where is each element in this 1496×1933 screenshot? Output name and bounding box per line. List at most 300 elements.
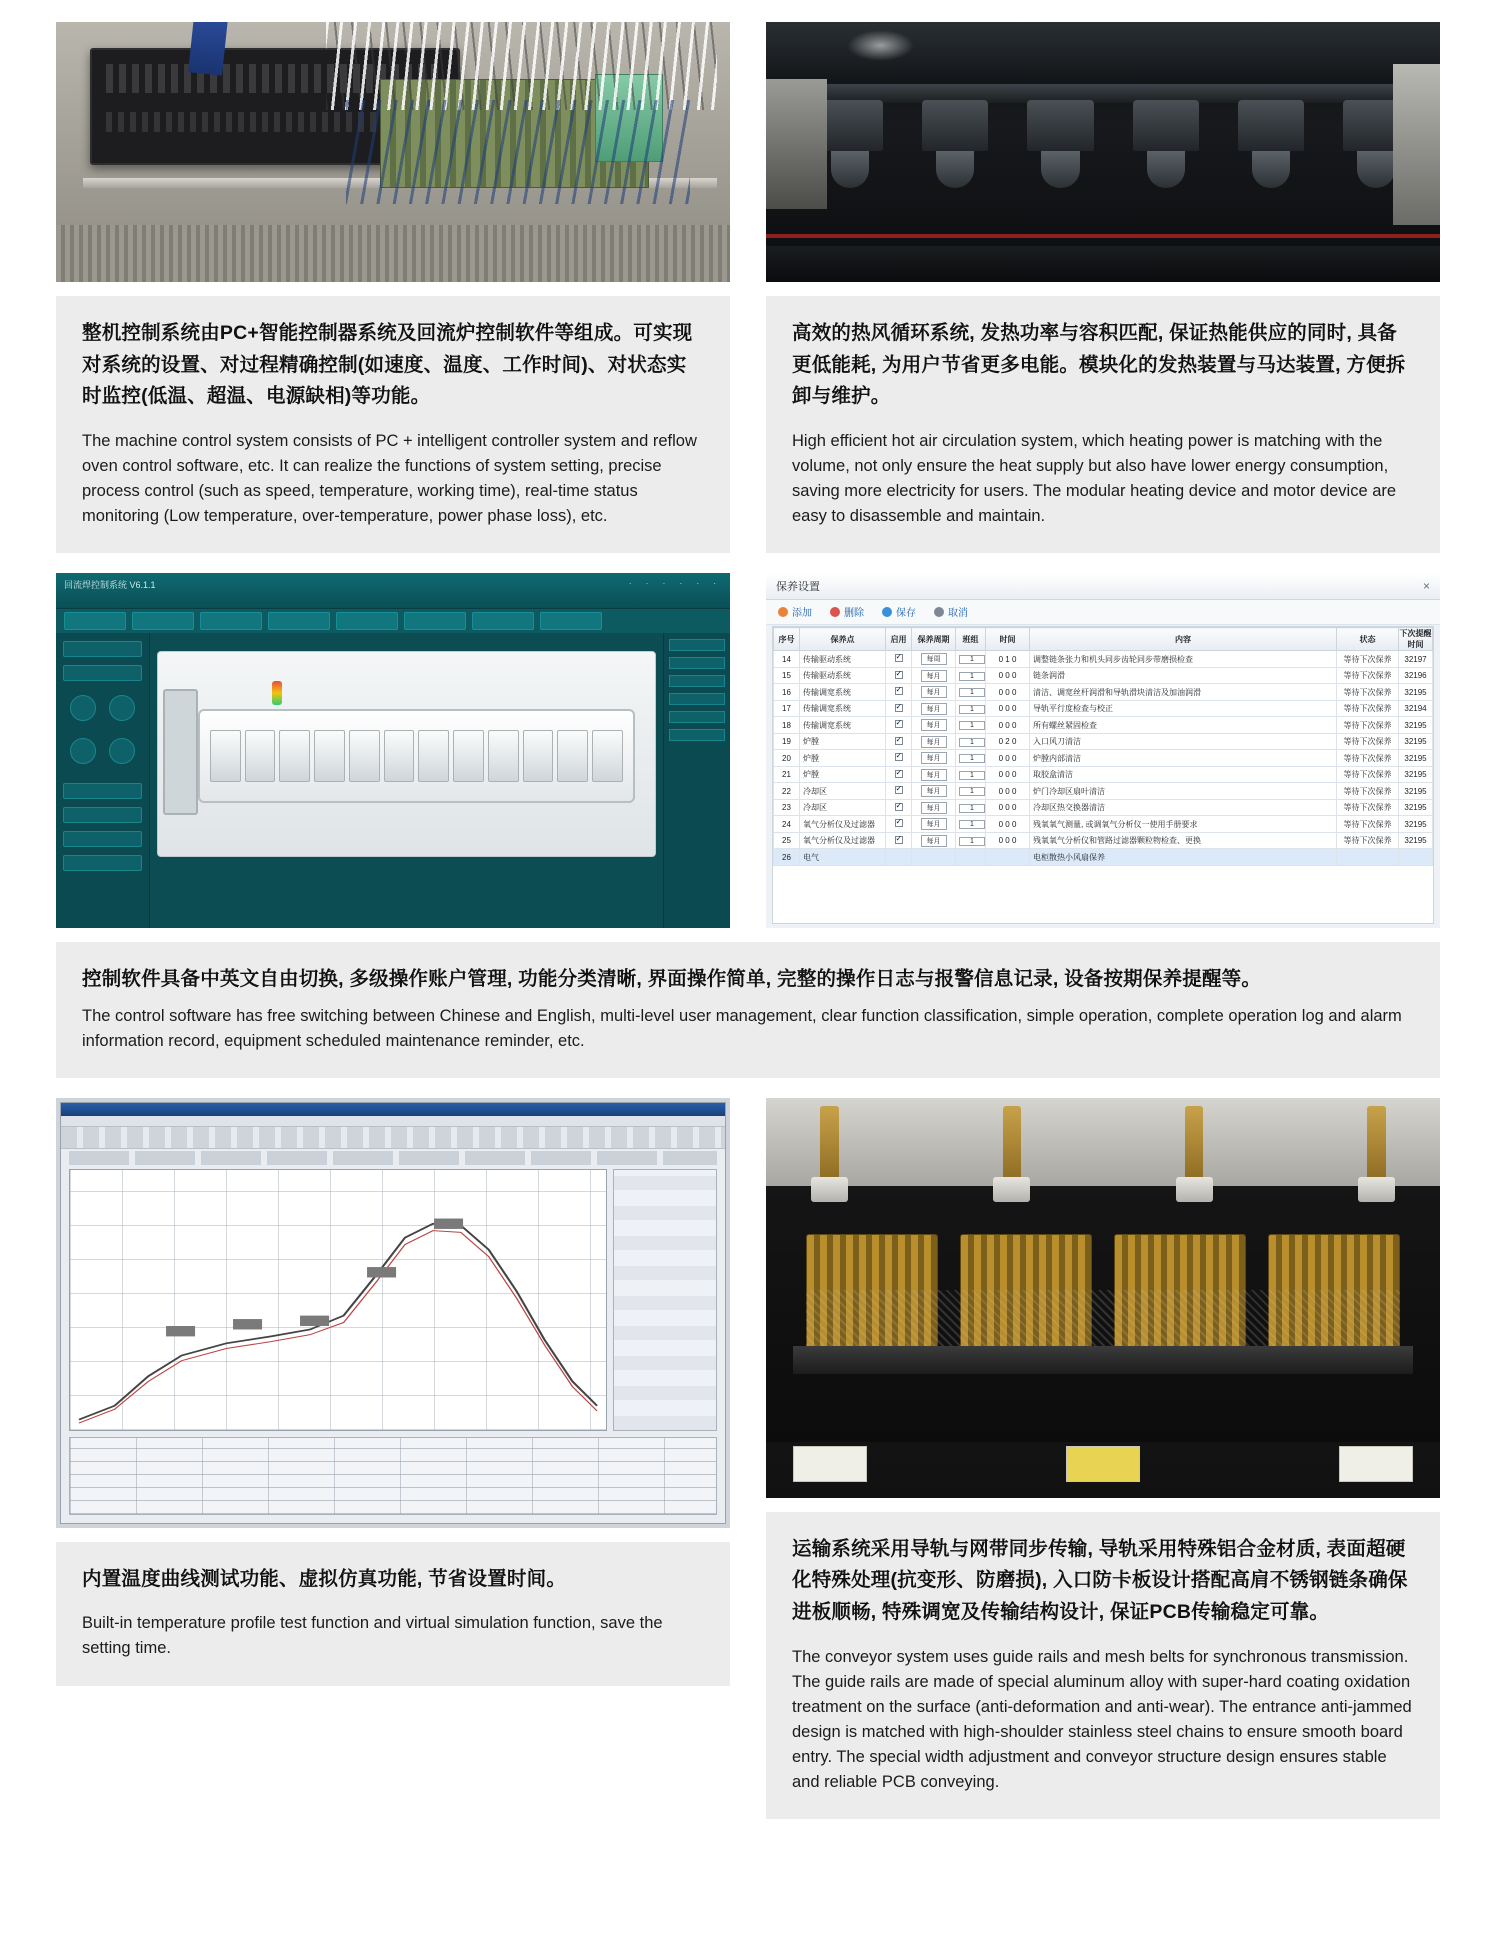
software-menu: · · · · · · <box>628 579 722 589</box>
cell-no[interactable]: 21 <box>774 766 800 783</box>
cell-point[interactable]: 氧气分析仪及过滤器 <box>800 816 886 833</box>
cell-no[interactable]: 24 <box>774 816 800 833</box>
cell-enabled[interactable] <box>886 667 912 684</box>
cell-cycle[interactable] <box>912 717 956 734</box>
temperature-profile-screenshot <box>56 1098 730 1528</box>
zone-cell[interactable] <box>557 730 588 782</box>
cell-time[interactable]: 0 0 0 <box>986 684 1030 701</box>
cell-point[interactable]: 炉膛 <box>800 766 886 783</box>
cell-shift[interactable] <box>956 766 986 783</box>
curve-svg <box>70 1170 606 1430</box>
cell-enabled[interactable] <box>886 832 912 849</box>
add-button-label: 添加 <box>792 608 812 620</box>
lift-post <box>1171 1106 1217 1202</box>
cell-content[interactable]: 入口风刀清洁 <box>1030 733 1337 750</box>
motor-row <box>806 100 1419 188</box>
caption-cn: 整机控制系统由PC+智能控制器系统及回流炉控制软件等组成。可实现对系统的设置、对过程精确控制(如速度、温度、工作时间)、对状态实时监控(低温、超温、电源缺相)等功能。 <box>82 322 693 408</box>
profile-result-grid[interactable] <box>69 1437 717 1515</box>
cell-enabled[interactable] <box>886 684 912 701</box>
cell-next[interactable]: 32195 <box>1399 783 1433 800</box>
cell-no[interactable]: 20 <box>774 750 800 767</box>
dropdown-value[interactable]: 1 <box>959 787 985 796</box>
table-row[interactable] <box>774 667 1433 684</box>
caption-software-wrap <box>38 942 1458 1078</box>
cell-cycle[interactable] <box>912 733 956 750</box>
oven-floor <box>766 246 1440 282</box>
cell-time[interactable]: 0 0 0 <box>986 750 1030 767</box>
power-icon[interactable] <box>70 695 96 721</box>
caption-hot-air <box>766 296 1440 553</box>
dropdown-value[interactable]: 每月 <box>921 719 947 731</box>
cell-time[interactable]: 0 0 0 <box>986 783 1030 800</box>
checkbox-icon[interactable] <box>895 737 903 745</box>
cell-next[interactable]: 32197 <box>1399 651 1433 668</box>
cell-enabled[interactable] <box>886 651 912 668</box>
save-button-label: 保存 <box>896 608 916 620</box>
cell-shift[interactable] <box>956 750 986 767</box>
warning-label-yellow <box>1066 1446 1140 1482</box>
caption-cn: 高效的热风循环系统, 发热功率与容积匹配, 保证热能供应的同时, 具备更低能耗, 为用户节省更多电能。模块化的发热装置与马达装置, 方便拆卸与维护。 <box>792 322 1406 408</box>
zone-cell[interactable] <box>488 730 519 782</box>
dialog-toolbar[interactable] <box>766 600 1440 625</box>
zone-cell[interactable] <box>210 730 241 782</box>
cell-point[interactable]: 炉膛 <box>800 733 886 750</box>
cell-next[interactable]: 32195 <box>1399 684 1433 701</box>
caption-en: The control software has free switching between Chinese and English, multi-level user management, clear function classification, simple operation, complete operation log and alarm information record, equipment scheduled maintenance reminder, etc. <box>82 1006 1402 1050</box>
stop-icon[interactable] <box>109 695 135 721</box>
cell-status[interactable]: 等待下次保养 <box>1337 733 1399 750</box>
checkbox-icon[interactable] <box>895 671 903 679</box>
cell-time[interactable]: 0 0 0 <box>986 717 1030 734</box>
panel-button[interactable] <box>669 711 725 723</box>
cancel-icon <box>934 607 944 617</box>
caption-en: The machine control system consists of PC + intelligent controller system and reflow oven control software, etc. It can realize the functions of system setting, precise process control (such as speed, temperature, working time), real-time status monitoring (Low temperature, over-temperature, power phase loss), etc. <box>82 431 697 525</box>
cell-point[interactable]: 冷却区 <box>800 783 886 800</box>
cell-shift[interactable] <box>956 849 986 866</box>
cell-cycle[interactable] <box>912 832 956 849</box>
plus-icon <box>778 607 788 617</box>
zone-cell[interactable] <box>523 730 554 782</box>
table-row[interactable] <box>774 733 1433 750</box>
cell-shift[interactable] <box>956 799 986 816</box>
hot-air-motors-photo <box>766 22 1440 282</box>
table-column-header[interactable]: 保养周期 <box>912 628 956 651</box>
caption-conveyor <box>766 1512 1440 1819</box>
maintenance-settings-screenshot <box>766 573 1440 928</box>
cell-enabled[interactable] <box>886 849 912 866</box>
cell-point[interactable]: 传输调宽系统 <box>800 700 886 717</box>
cell-shift[interactable] <box>956 684 986 701</box>
caption-cn: 控制软件具备中英文自由切换, 多级操作账户管理, 功能分类清晰, 界面操作简单, 完整的操作日志与报警信息记录, 设备按期保养提醒等。 <box>82 968 1262 991</box>
cell-time[interactable]: 0 0 0 <box>986 799 1030 816</box>
table-row[interactable] <box>774 700 1433 717</box>
table-row[interactable] <box>774 799 1433 816</box>
table-column-header[interactable]: 启用 <box>886 628 912 651</box>
cell-content[interactable]: 清洁、调宽丝杆润滑和导轨滑块清洁及加油润滑 <box>1030 684 1337 701</box>
blue-cable <box>188 22 227 76</box>
cell-content[interactable]: 残氧氧气测量, 或调氧气分析仪一使用手册要求 <box>1030 816 1337 833</box>
caption-en: Built-in temperature profile test function and virtual simulation function, save the setting time. <box>82 1614 663 1658</box>
cell-next[interactable] <box>1399 849 1433 866</box>
control-cabinet-photo <box>56 22 730 282</box>
checkbox-icon[interactable] <box>895 704 903 712</box>
dropdown-value[interactable]: 每月 <box>921 818 947 830</box>
cell-no[interactable]: 23 <box>774 799 800 816</box>
cell-next[interactable]: 32195 <box>1399 766 1433 783</box>
caption-software <box>56 942 1440 1078</box>
table-row[interactable] <box>774 651 1433 668</box>
cell-no[interactable]: 18 <box>774 717 800 734</box>
oven-diagram-stage <box>157 651 656 857</box>
cell-cycle[interactable] <box>912 849 956 866</box>
dropdown-value[interactable]: 每月 <box>921 802 947 814</box>
table-row[interactable] <box>774 832 1433 849</box>
temperature-curve-chart <box>69 1169 607 1431</box>
save-icon <box>882 607 892 617</box>
cell-shift[interactable] <box>956 733 986 750</box>
cell-point[interactable]: 电气 <box>800 849 886 866</box>
profile-curve-2 <box>79 1230 597 1422</box>
cell-next[interactable]: 32195 <box>1399 733 1433 750</box>
profile-tabs[interactable] <box>69 1151 717 1165</box>
profile-window <box>60 1102 726 1524</box>
profile-body <box>61 1149 725 1523</box>
add-button[interactable] <box>778 604 812 619</box>
toolbar-button[interactable] <box>63 855 142 871</box>
dropdown-value[interactable]: 1 <box>959 688 985 697</box>
dropdown-value[interactable]: 每月 <box>921 670 947 682</box>
cell-enabled[interactable] <box>886 750 912 767</box>
profile-titlebar <box>61 1103 725 1116</box>
zone-cell[interactable] <box>314 730 345 782</box>
zone-markers <box>166 1218 463 1336</box>
dropdown-value[interactable]: 每月 <box>921 785 947 797</box>
checkbox-icon[interactable] <box>895 836 903 844</box>
cell-content[interactable]: 导轨平行度检查与校正 <box>1030 700 1337 717</box>
maintenance-table <box>773 627 1433 866</box>
delete-button[interactable] <box>830 604 864 619</box>
lamp-icon[interactable] <box>109 738 135 764</box>
panel-button[interactable] <box>669 675 725 687</box>
checkbox-icon[interactable] <box>895 819 903 827</box>
tab-item[interactable] <box>404 612 466 631</box>
cell-next[interactable]: 32195 <box>1399 750 1433 767</box>
cell-content[interactable]: 链条润滑 <box>1030 667 1337 684</box>
dropdown-value[interactable]: 1 <box>959 837 985 846</box>
dropdown-value[interactable]: 每月 <box>921 835 947 847</box>
cell-status[interactable]: 等待下次保养 <box>1337 717 1399 734</box>
cell-enabled[interactable] <box>886 816 912 833</box>
zone-cell[interactable] <box>418 730 449 782</box>
cell-enabled[interactable] <box>886 733 912 750</box>
blower-motor <box>912 100 999 188</box>
table-row[interactable] <box>774 783 1433 800</box>
cancel-button[interactable] <box>934 604 968 619</box>
table-column-header[interactable]: 班组 <box>956 628 986 651</box>
checkbox-icon[interactable] <box>895 687 903 695</box>
column-control-system <box>38 22 748 553</box>
dialog-title: 保养设置 <box>776 580 820 593</box>
cell-point[interactable]: 传输调宽系统 <box>800 684 886 701</box>
cell-content[interactable]: 取胶盒清洁 <box>1030 766 1337 783</box>
warning-label-row <box>793 1446 1413 1482</box>
toolbar-button[interactable] <box>63 831 142 847</box>
cell-status[interactable]: 等待下次保养 <box>1337 651 1399 668</box>
column-conveyor <box>748 1098 1458 1819</box>
table-column-header[interactable]: 保养点 <box>800 628 886 651</box>
cell-content[interactable]: 所有螺丝紧固检查 <box>1030 717 1337 734</box>
cell-content[interactable]: 电柜散热小风扇保养 <box>1030 849 1337 866</box>
cell-status[interactable]: 等待下次保养 <box>1337 700 1399 717</box>
cell-shift[interactable] <box>956 717 986 734</box>
zone-cell[interactable] <box>384 730 415 782</box>
cell-point[interactable]: 传输驱动系统 <box>800 651 886 668</box>
cell-next[interactable]: 32195 <box>1399 816 1433 833</box>
lift-post <box>989 1106 1035 1202</box>
cell-enabled[interactable] <box>886 799 912 816</box>
cell-no[interactable]: 19 <box>774 733 800 750</box>
dropdown-value[interactable]: 每月 <box>921 686 947 698</box>
profile-menubar[interactable] <box>61 1116 725 1127</box>
cell-point[interactable]: 氧气分析仪及过滤器 <box>800 832 886 849</box>
software-left-toolbar[interactable] <box>56 633 150 928</box>
cell-status[interactable]: 等待下次保养 <box>1337 750 1399 767</box>
zone-cell[interactable] <box>592 730 623 782</box>
dropdown-value[interactable]: 1 <box>959 771 985 780</box>
cell-shift[interactable] <box>956 783 986 800</box>
dropdown-value[interactable]: 每月 <box>921 736 947 748</box>
cell-content[interactable]: 调整链条张力和机头同步齿轮同步带磨损检查 <box>1030 651 1337 668</box>
toolbar-button[interactable] <box>63 641 142 657</box>
cell-shift[interactable] <box>956 700 986 717</box>
dropdown-value[interactable]: 每月 <box>921 769 947 781</box>
tab-item[interactable] <box>472 612 534 631</box>
cell-status[interactable]: 等待下次保养 <box>1337 667 1399 684</box>
cell-no[interactable]: 17 <box>774 700 800 717</box>
checkbox-icon[interactable] <box>895 753 903 761</box>
caption-en: The conveyor system uses guide rails and mesh belts for synchronous transmission. The guide rails are made of special aluminum alloy with super-hard coating oxidation treatment on the surface (anti-deformation and anti-wear). The entrance anti-jammed design is matched with high-shoulder stainless steel chains to ensure smooth board entry. The special width adjustment and conveyor structure design ensures stable and reliable PCB conveying. <box>792 1647 1412 1791</box>
cell-cycle[interactable] <box>912 651 956 668</box>
blower-motor <box>1227 100 1314 188</box>
cell-next[interactable]: 32194 <box>1399 700 1433 717</box>
fan-icon[interactable] <box>70 738 96 764</box>
blower-motor <box>1017 100 1104 188</box>
wire-bundle-top <box>326 22 717 110</box>
cell-time[interactable] <box>986 849 1030 866</box>
warning-label <box>1339 1446 1413 1482</box>
caption-cn: 内置温度曲线测试功能、虚拟仿真功能, 节省设置时间。 <box>82 1567 567 1590</box>
tab-item[interactable] <box>336 612 398 631</box>
blower-motor <box>1122 100 1209 188</box>
software-title: 回流焊控制系统 V6.1.1 <box>64 580 156 591</box>
close-icon[interactable]: × <box>1422 579 1430 594</box>
right-side-panel <box>1393 64 1440 225</box>
dropdown-value[interactable]: 1 <box>959 721 985 730</box>
cell-no[interactable]: 14 <box>774 651 800 668</box>
software-right-panel[interactable] <box>663 633 730 928</box>
cell-cycle[interactable] <box>912 766 956 783</box>
cell-status[interactable]: 等待下次保养 <box>1337 684 1399 701</box>
table-column-header[interactable]: 内容 <box>1030 628 1337 651</box>
toolbar-button[interactable] <box>63 783 142 799</box>
row-software-screenshots <box>38 573 1458 928</box>
control-software-screenshot <box>56 573 730 928</box>
table-row[interactable] <box>774 750 1433 767</box>
cell-shift[interactable] <box>956 667 986 684</box>
dialog-titlebar <box>766 573 1440 600</box>
dropdown-value[interactable]: 每月 <box>921 752 947 764</box>
cell-cycle[interactable] <box>912 667 956 684</box>
caption-control-system <box>56 296 730 553</box>
table-row[interactable] <box>774 717 1433 734</box>
checkbox-icon[interactable] <box>895 720 903 728</box>
cancel-button-label: 取消 <box>948 608 968 620</box>
cell-enabled[interactable] <box>886 783 912 800</box>
dropdown-value[interactable]: 1 <box>959 672 985 681</box>
cell-next[interactable]: 32196 <box>1399 667 1433 684</box>
zone-cell[interactable] <box>279 730 310 782</box>
cell-cycle[interactable] <box>912 684 956 701</box>
cell-next[interactable]: 32195 <box>1399 717 1433 734</box>
cell-enabled[interactable] <box>886 717 912 734</box>
table-row[interactable] <box>774 684 1433 701</box>
column-hot-air <box>748 22 1458 553</box>
column-control-software <box>38 573 748 928</box>
dropdown-value[interactable]: 1 <box>959 754 985 763</box>
save-button[interactable] <box>882 604 916 619</box>
tab-item[interactable] <box>268 612 330 631</box>
panel-button[interactable] <box>669 639 725 651</box>
checkbox-icon[interactable] <box>895 786 903 794</box>
caption-cn: 运输系统采用导轨与网带同步传输, 导轨采用特殊铝合金材质, 表面超硬化特殊处理(抗变形、防磨损), 入口防卡板设计搭配高肩不锈钢链条确保进板顺畅, 特殊调宽及传输结构设计, 保证PCB传输稳定可靠。 <box>792 1537 1408 1623</box>
zone-cell[interactable] <box>245 730 276 782</box>
table-header-row <box>774 628 1433 651</box>
tab-item[interactable] <box>540 612 602 631</box>
cell-cycle[interactable] <box>912 799 956 816</box>
table-column-header[interactable]: 序号 <box>774 628 800 651</box>
cell-time[interactable]: 0 0 0 <box>986 832 1030 849</box>
cell-no[interactable]: 15 <box>774 667 800 684</box>
cell-time[interactable]: 0 0 0 <box>986 667 1030 684</box>
delete-button-label: 删除 <box>844 608 864 620</box>
dropdown-value[interactable]: 1 <box>959 655 985 664</box>
dropdown-value[interactable]: 1 <box>959 820 985 829</box>
ceiling-light-glow <box>847 30 914 61</box>
status-tower-light <box>272 681 282 705</box>
toolbar-button[interactable] <box>63 807 142 823</box>
cell-enabled[interactable] <box>886 766 912 783</box>
cell-cycle[interactable] <box>912 783 956 800</box>
row-control-and-hotair <box>38 22 1458 553</box>
cell-time[interactable]: 0 1 0 <box>986 651 1030 668</box>
toolbar-button[interactable] <box>63 665 142 681</box>
cell-cycle[interactable] <box>912 816 956 833</box>
cell-content[interactable]: 炉膛内部清洁 <box>1030 750 1337 767</box>
dropdown-value[interactable]: 1 <box>959 804 985 813</box>
cell-no[interactable]: 26 <box>774 849 800 866</box>
wire-bundle-blue <box>346 100 690 204</box>
mesh-belt <box>806 1290 1399 1346</box>
dropdown-value[interactable]: 1 <box>959 738 985 747</box>
cell-no[interactable]: 16 <box>774 684 800 701</box>
checkbox-icon[interactable] <box>895 654 903 662</box>
cell-no[interactable]: 22 <box>774 783 800 800</box>
cell-content[interactable]: 冷却区热交换器清洁 <box>1030 799 1337 816</box>
caption-en: High efficient hot air circulation system, which heating power is matching with the volume, not only ensure the heat supply but also have lower energy consumption, saving more electricity for users. The modular heating device and motor device are easy to disassemble and maintain. <box>792 431 1397 525</box>
cell-no[interactable]: 25 <box>774 832 800 849</box>
table-row[interactable] <box>774 766 1433 783</box>
profile-data-panel[interactable] <box>613 1169 717 1431</box>
cell-shift[interactable] <box>956 816 986 833</box>
cell-status[interactable]: 等待下次保养 <box>1337 816 1399 833</box>
table-row[interactable] <box>774 816 1433 833</box>
panel-button[interactable] <box>669 657 725 669</box>
panel-button[interactable] <box>669 693 725 705</box>
cell-status[interactable]: 等待下次保养 <box>1337 799 1399 816</box>
conveyor-rails-photo <box>766 1098 1440 1498</box>
table-column-header[interactable]: 状态 <box>1337 628 1399 651</box>
table-column-header[interactable]: 时间 <box>986 628 1030 651</box>
tab-item[interactable] <box>132 612 194 631</box>
dropdown-value[interactable]: 1 <box>959 705 985 714</box>
dropdown-value[interactable]: 每月 <box>921 703 947 715</box>
cell-content[interactable]: 炉门冷却区扇叶清洁 <box>1030 783 1337 800</box>
profile-toolbar[interactable] <box>61 1127 725 1149</box>
cell-cycle[interactable] <box>912 750 956 767</box>
lift-post <box>806 1106 852 1202</box>
checkbox-icon[interactable] <box>895 803 903 811</box>
cell-shift[interactable] <box>956 651 986 668</box>
brochure-page <box>38 22 1458 1837</box>
cell-content[interactable]: 残氧氧气分析仪和管路过滤器颗粒物检查、更换 <box>1030 832 1337 849</box>
tab-item[interactable] <box>200 612 262 631</box>
table-column-header[interactable]: 下次提醒时间 <box>1399 629 1432 650</box>
profile-curve-1 <box>79 1224 597 1420</box>
lift-post-row <box>806 1106 1399 1202</box>
cell-status[interactable]: 等待下次保养 <box>1337 766 1399 783</box>
dropdown-value[interactable]: 每周 <box>921 653 947 665</box>
cell-time[interactable]: 0 0 0 <box>986 766 1030 783</box>
maintenance-table-wrap[interactable] <box>772 626 1434 924</box>
cell-point[interactable]: 传输调宽系统 <box>800 717 886 734</box>
guide-rail-bar <box>793 1346 1413 1374</box>
column-temperature-profile <box>38 1098 748 1819</box>
cell-status[interactable]: 等待下次保养 <box>1337 832 1399 849</box>
tab-item[interactable] <box>64 612 126 631</box>
checkbox-icon[interactable] <box>895 770 903 778</box>
caption-profile <box>56 1542 730 1686</box>
cell-status[interactable]: 等待下次保养 <box>1337 783 1399 800</box>
zone-cell[interactable] <box>349 730 380 782</box>
cell-cycle[interactable] <box>912 700 956 717</box>
cell-status[interactable] <box>1337 849 1399 866</box>
cell-enabled[interactable] <box>886 700 912 717</box>
cabinet-vent <box>56 225 730 282</box>
cell-shift[interactable] <box>956 832 986 849</box>
table-row[interactable] <box>774 849 1433 866</box>
cell-point[interactable]: 炉膛 <box>800 750 886 767</box>
cell-next[interactable]: 32195 <box>1399 832 1433 849</box>
cell-time[interactable]: 0 2 0 <box>986 733 1030 750</box>
cell-point[interactable]: 传输驱动系统 <box>800 667 886 684</box>
software-tabbar[interactable] <box>56 609 730 634</box>
cell-next[interactable]: 32195 <box>1399 799 1433 816</box>
cell-time[interactable]: 0 0 0 <box>986 700 1030 717</box>
cell-time[interactable]: 0 0 0 <box>986 816 1030 833</box>
panel-button[interactable] <box>669 729 725 741</box>
zone-cell[interactable] <box>453 730 484 782</box>
cell-point[interactable]: 冷却区 <box>800 799 886 816</box>
